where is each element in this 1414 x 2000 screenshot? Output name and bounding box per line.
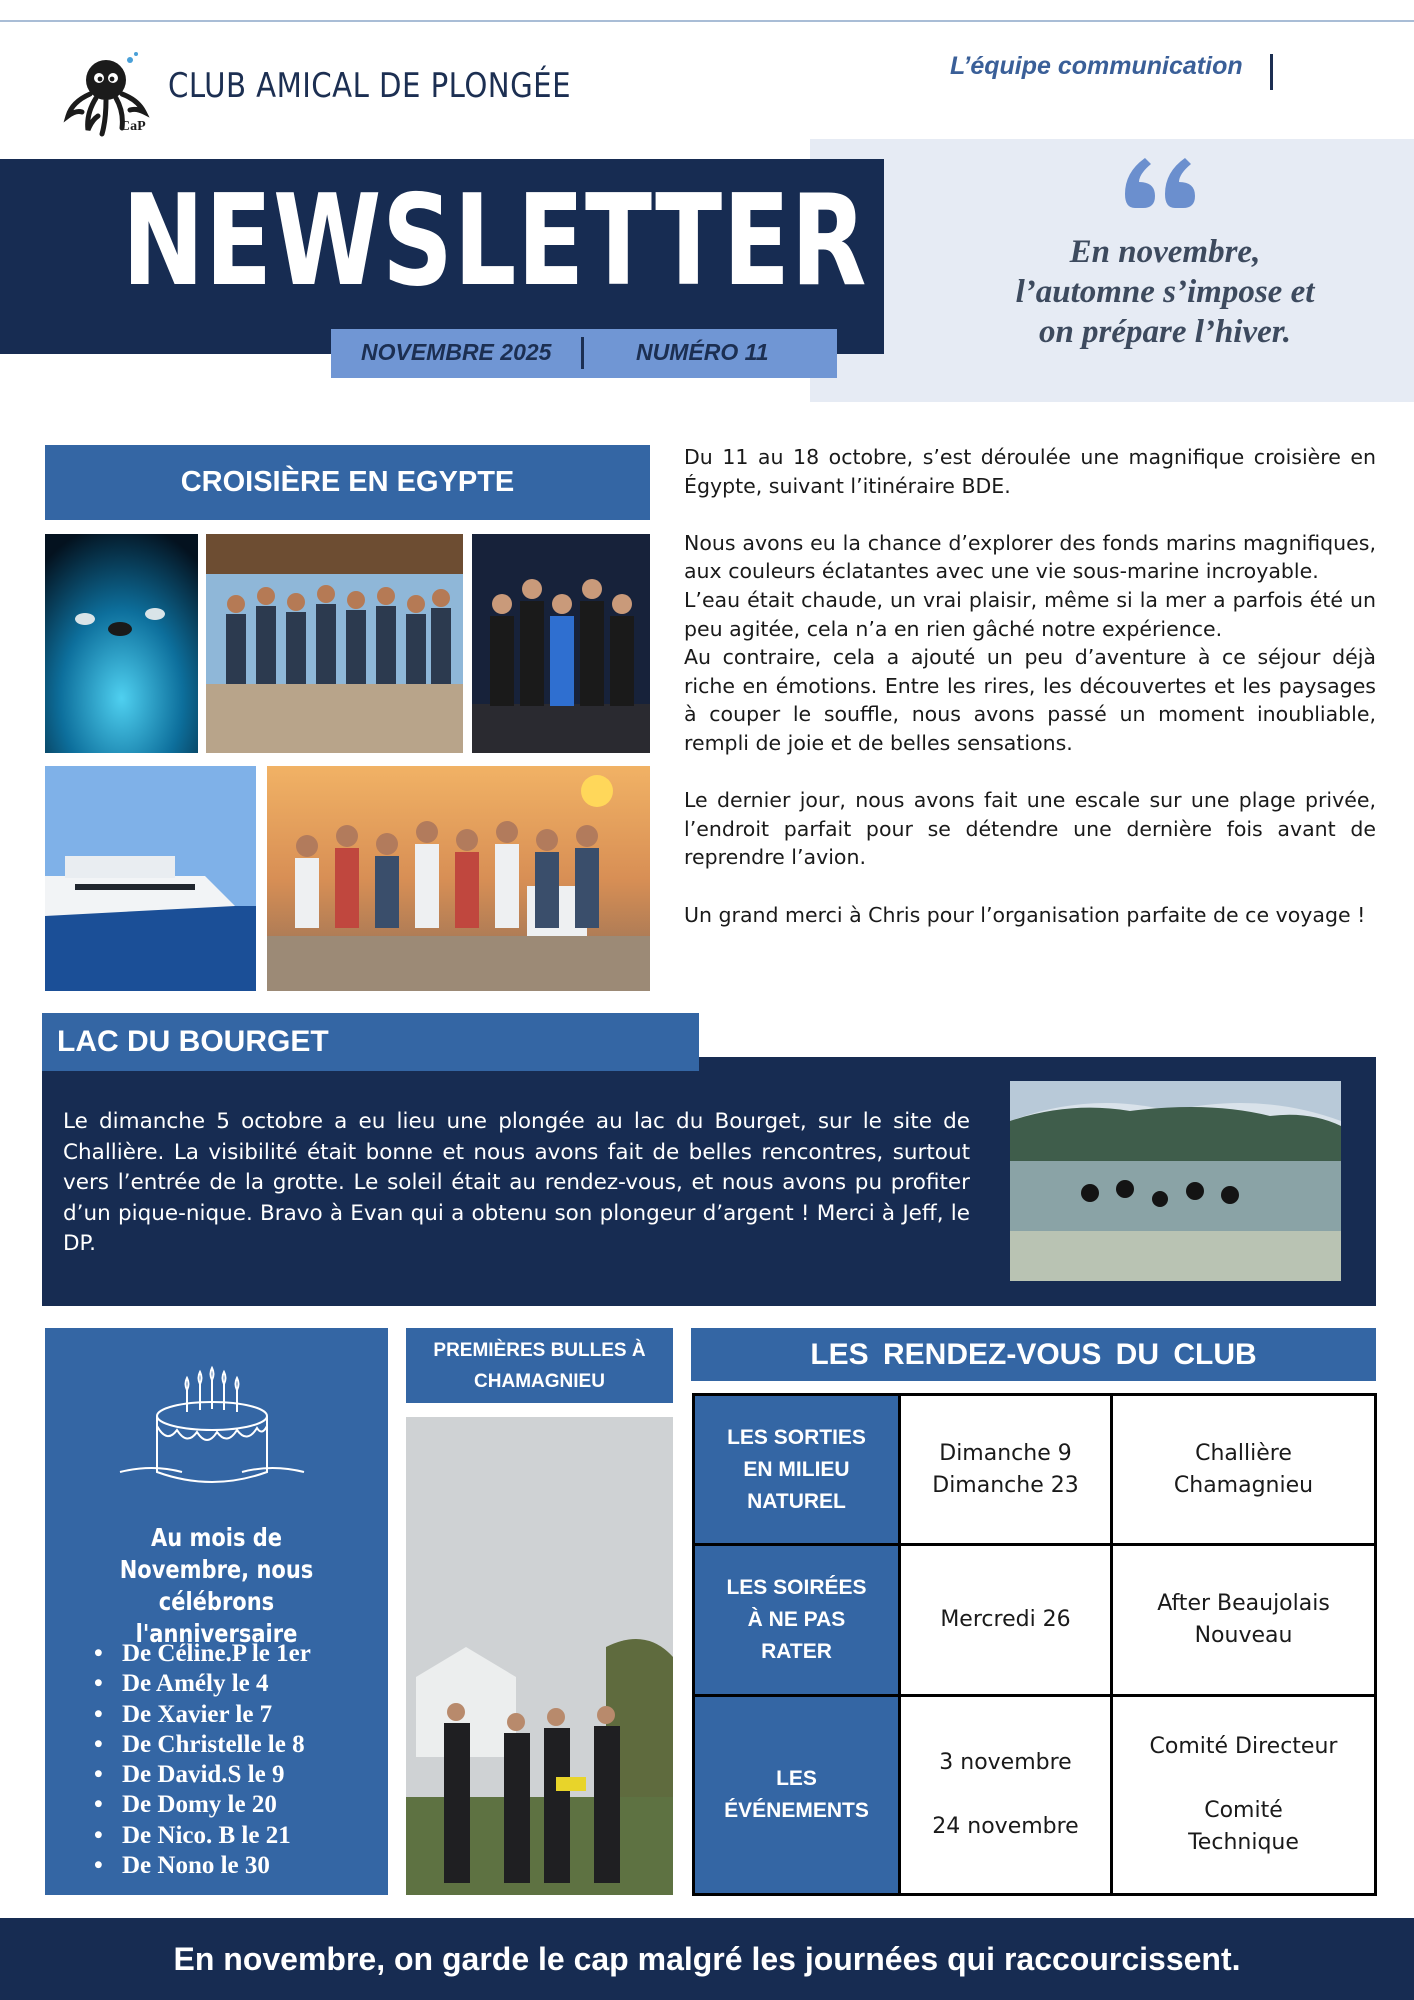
quote-text [940, 232, 1390, 352]
night-snorkel-photo [45, 534, 198, 753]
birthday-item: • De Domy le 20 [92, 1790, 311, 1820]
lake-divers-photo [1010, 1081, 1341, 1281]
top-rule [0, 20, 1414, 22]
issue-divider [581, 337, 584, 369]
rdv-row [694, 1545, 1376, 1695]
rdv-place: Comité Directeur [1149, 1733, 1338, 1759]
egypt-paragraph: Un grand merci à Chris pour l’organisation parfaite de ce voyage ! [684, 902, 1366, 927]
rdv-place: Nouveau [1194, 1623, 1293, 1649]
rdv-place: Chamagnieu [1173, 1472, 1314, 1498]
birthday-item: • De Xavier le 7 [92, 1700, 311, 1730]
rdv-places [1112, 1695, 1376, 1894]
rdv-category-line: LES SORTIES [727, 1425, 866, 1449]
rdv-place: Technique [1188, 1829, 1299, 1855]
rdv-category-line: LES [776, 1766, 817, 1790]
newsletter-title: NEWSLETTER [122, 167, 868, 314]
birthday-item: • De Christelle le 8 [92, 1730, 311, 1760]
birthday-item: • De Nico. B le 21 [92, 1821, 311, 1851]
egypt-paragraph: L’eau était chaude, un vrai plaisir, même si la mer a parfois été un peu agitée, cela n’a en rien gâché notre expérience. [684, 587, 1376, 641]
rdv-category-line: À NE PAS [747, 1608, 846, 1632]
quote-line: En novembre, [1069, 234, 1261, 270]
rdv-row [694, 1695, 1376, 1894]
rdv-category-line: LES SOIRÉES [726, 1576, 867, 1600]
rdv-place: Challière [1195, 1440, 1292, 1466]
egypt-paragraph: Nous avons eu la chance d’explorer des fonds marins magnifiques, aux couleurs éclatantes avec une vie sous-marine incroyable. [684, 530, 1376, 584]
rdv-category-line: EN MILIEU [743, 1457, 850, 1481]
egypt-paragraph: Au contraire, cela a ajouté un peu d’aventure à ce séjour déjà riche en émotions. Entre les rires, les découvertes et les paysages à couper le souffle, nous avons passé un moment inoubliable, rempli de joie et de belles sensations. [684, 645, 1376, 755]
rdv-date: Mercredi 26 [940, 1607, 1071, 1633]
rdv-category [694, 1395, 900, 1545]
birthday-item: • De Céline.P le 1er [92, 1639, 311, 1669]
team-credit: L’équipe communication [950, 52, 1243, 80]
egypt-paragraph: Du 11 au 18 octobre, s’est déroulée une magnifique croisière en Égypte, suivant l’itinéraire BDE. [684, 445, 1376, 498]
cake-icon [112, 1354, 312, 1494]
quote-line: l’automne s’impose et [1015, 274, 1315, 310]
lac-section-title: LAC DU BOURGET [42, 1013, 699, 1071]
rdv-places [1112, 1545, 1376, 1695]
yacht-photo [45, 766, 256, 991]
rdv-spacer [901, 1779, 1110, 1811]
issue-number: NUMÉRO 11 [636, 339, 769, 365]
birthday-title: Au mois de Novembre, nous célébrons l'anniversaire [119, 1523, 314, 1648]
rdv-table [692, 1393, 1377, 1896]
bulles-section-title: PREMIÈRES BULLES À CHAMAGNIEU [406, 1328, 673, 1403]
rdv-category [694, 1695, 900, 1894]
rdv-category-line: NATUREL [747, 1489, 846, 1513]
issue-bar [331, 329, 837, 378]
rdv-places [1112, 1395, 1376, 1545]
quote-icon [1125, 154, 1205, 214]
rdv-category-line: ÉVÉNEMENTS [724, 1798, 869, 1822]
footer-text: En novembre, on garde le cap malgré les journées qui raccourcissent. [173, 1940, 1241, 1977]
rdv-place: Comité [1204, 1797, 1283, 1823]
lac-article: Le dimanche 5 octobre a eu lieu une plongée au lac du Bourget, sur le site de Challière. La visibilité était bonne et nous avons fait de belles rencontres, surtout vers l’entrée de la grotte. Le soleil était au rendez-vous, et nous avons pu profiter d’un pique-nique. Bravo à Evan qui a obtenu son plongeur d’argent ! Merci à Jeff, le DP. [63, 1109, 970, 1256]
birthday-item: • De Nono le 30 [92, 1851, 311, 1881]
rdv-date: 3 novembre [939, 1749, 1072, 1775]
rdv-dates [900, 1395, 1112, 1545]
rdv-date: Dimanche 9 [939, 1440, 1072, 1466]
rdv-date: Dimanche 23 [932, 1472, 1079, 1498]
octopus-logo [58, 50, 158, 140]
birthday-item: • De Amély le 4 [92, 1669, 311, 1699]
group-terrace-photo [206, 534, 463, 753]
egypt-paragraph: Le dernier jour, nous avons fait une escale sur une plage privée, l’endroit parfait pour se détendre une dernière fois avant de reprendre l’avion. [684, 788, 1376, 870]
footer-banner [0, 1918, 1414, 2000]
rdv-row [694, 1395, 1376, 1545]
sunset-group-photo [267, 766, 650, 991]
egypt-section-title: CROISIÈRE EN EGYPTE [45, 445, 650, 520]
rdv-section-title: LES RENDEZ-VOUS DU CLUB [691, 1328, 1376, 1381]
birthday-list [92, 1639, 311, 1881]
divers-night-photo [472, 534, 650, 753]
rdv-date: 24 novembre [932, 1813, 1079, 1839]
quote-line: on prépare l’hiver. [1038, 314, 1292, 350]
rdv-dates [900, 1695, 1112, 1894]
team-divider [1270, 54, 1273, 90]
logo-text: CaP [120, 119, 146, 134]
rdv-category-line: RATER [761, 1640, 832, 1664]
rdv-spacer [1113, 1763, 1374, 1795]
birthday-item: • De David.S le 9 [92, 1760, 311, 1790]
chamagnieu-divers-photo [406, 1417, 673, 1895]
rdv-place: After Beaujolais [1157, 1591, 1330, 1617]
rdv-dates [900, 1545, 1112, 1695]
club-name: CLUB AMICAL DE PLONGÉE [168, 66, 571, 106]
egypt-article [684, 443, 1376, 929]
issue-date: NOVEMBRE 2025 [361, 339, 552, 365]
rdv-category [694, 1545, 900, 1695]
